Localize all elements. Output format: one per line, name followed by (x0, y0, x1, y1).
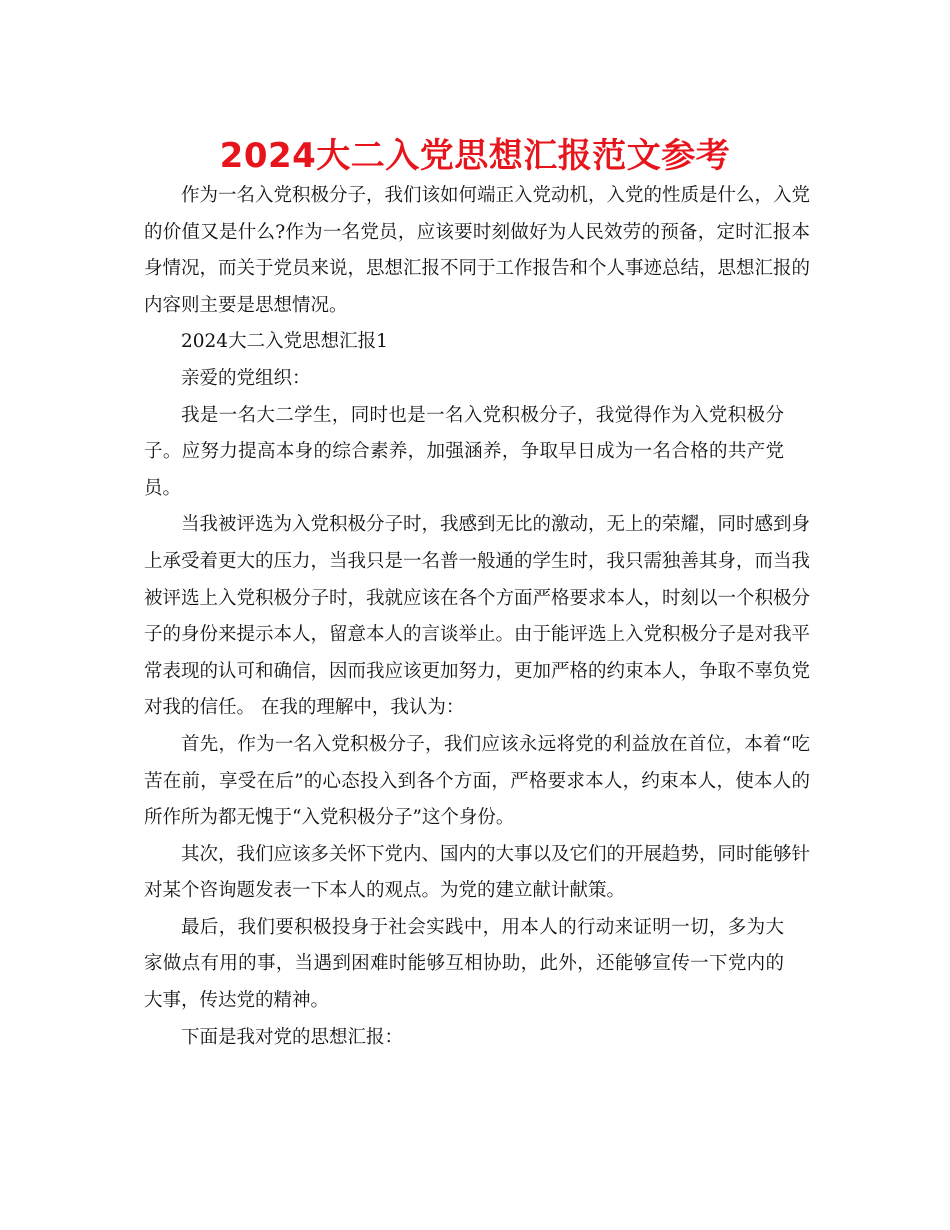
paragraph: 当我被评选为入党积极分子时，我感到无比的激动，无上的荣耀，同时感到身上承受着更大的压力，当我只是一名普一般通的学生时，我只需独善其身，而当我被评选上入党积极分子时，我就应该在各个方面严格要求本人，时刻以一个积极分子的身份来提示本人，留意本人的言谈举止。由于能评选上入党积极分子是对我平常表现的认可和确信，因而我应该更加努力，更加严格的约束本人，争取不辜负党对我的信任。 在我的理解中，我认为： (144, 514, 811, 719)
paragraph: 首先，作为一名入党积极分子，我们应该永远将党的利益放在首位，本着“吃苦在前，享受在后”的心态投入到各个方面，严格要求本人，约束本人，使本人的所作所为都无愧于“入党积极分子”这个身份。 (144, 733, 810, 829)
paragraph: 其次，我们应该多关怀下党内、国内的大事以及它们的开展趋势，同时能够针对某个咨询题发表一下本人的观点。为党的建立献计献策。 (144, 843, 811, 902)
section-heading: 2024大二入党思想汇报1 (181, 331, 388, 353)
document-body (144, 178, 810, 1056)
paragraph-intro: 作为一名入党积极分子，我们该如何端正入党动机，入党的性质是什么，入党的价值又是什么?作为一名党员，应该要时刻做好为人民效劳的预备，定时汇报本身情况，而关于党员来说，思想汇报不同于工作报告和个人事迹总结，思想汇报的内容则主要是思想情况。 (144, 185, 811, 316)
paragraph: 最后，我们要积极投身于社会实践中，用本人的行动来证明一切，多为大家做点有用的事，当遇到困难时能够互相协助，此外，还能够宣传一下党内的大事，传达党的精神。 (144, 916, 784, 1012)
document-title: 2024大二入党思想汇报范文参考 (219, 136, 731, 176)
paragraph: 下面是我对党的思想汇报： (181, 1026, 404, 1048)
salutation: 亲爱的党组织： (181, 367, 311, 389)
paragraph: 我是一名大二学生，同时也是一名入党积极分子，我觉得作为入党积极分子。应努力提高本身的综合素养，加强涵养，争取早日成为一名合格的共产党员。 (144, 404, 784, 499)
